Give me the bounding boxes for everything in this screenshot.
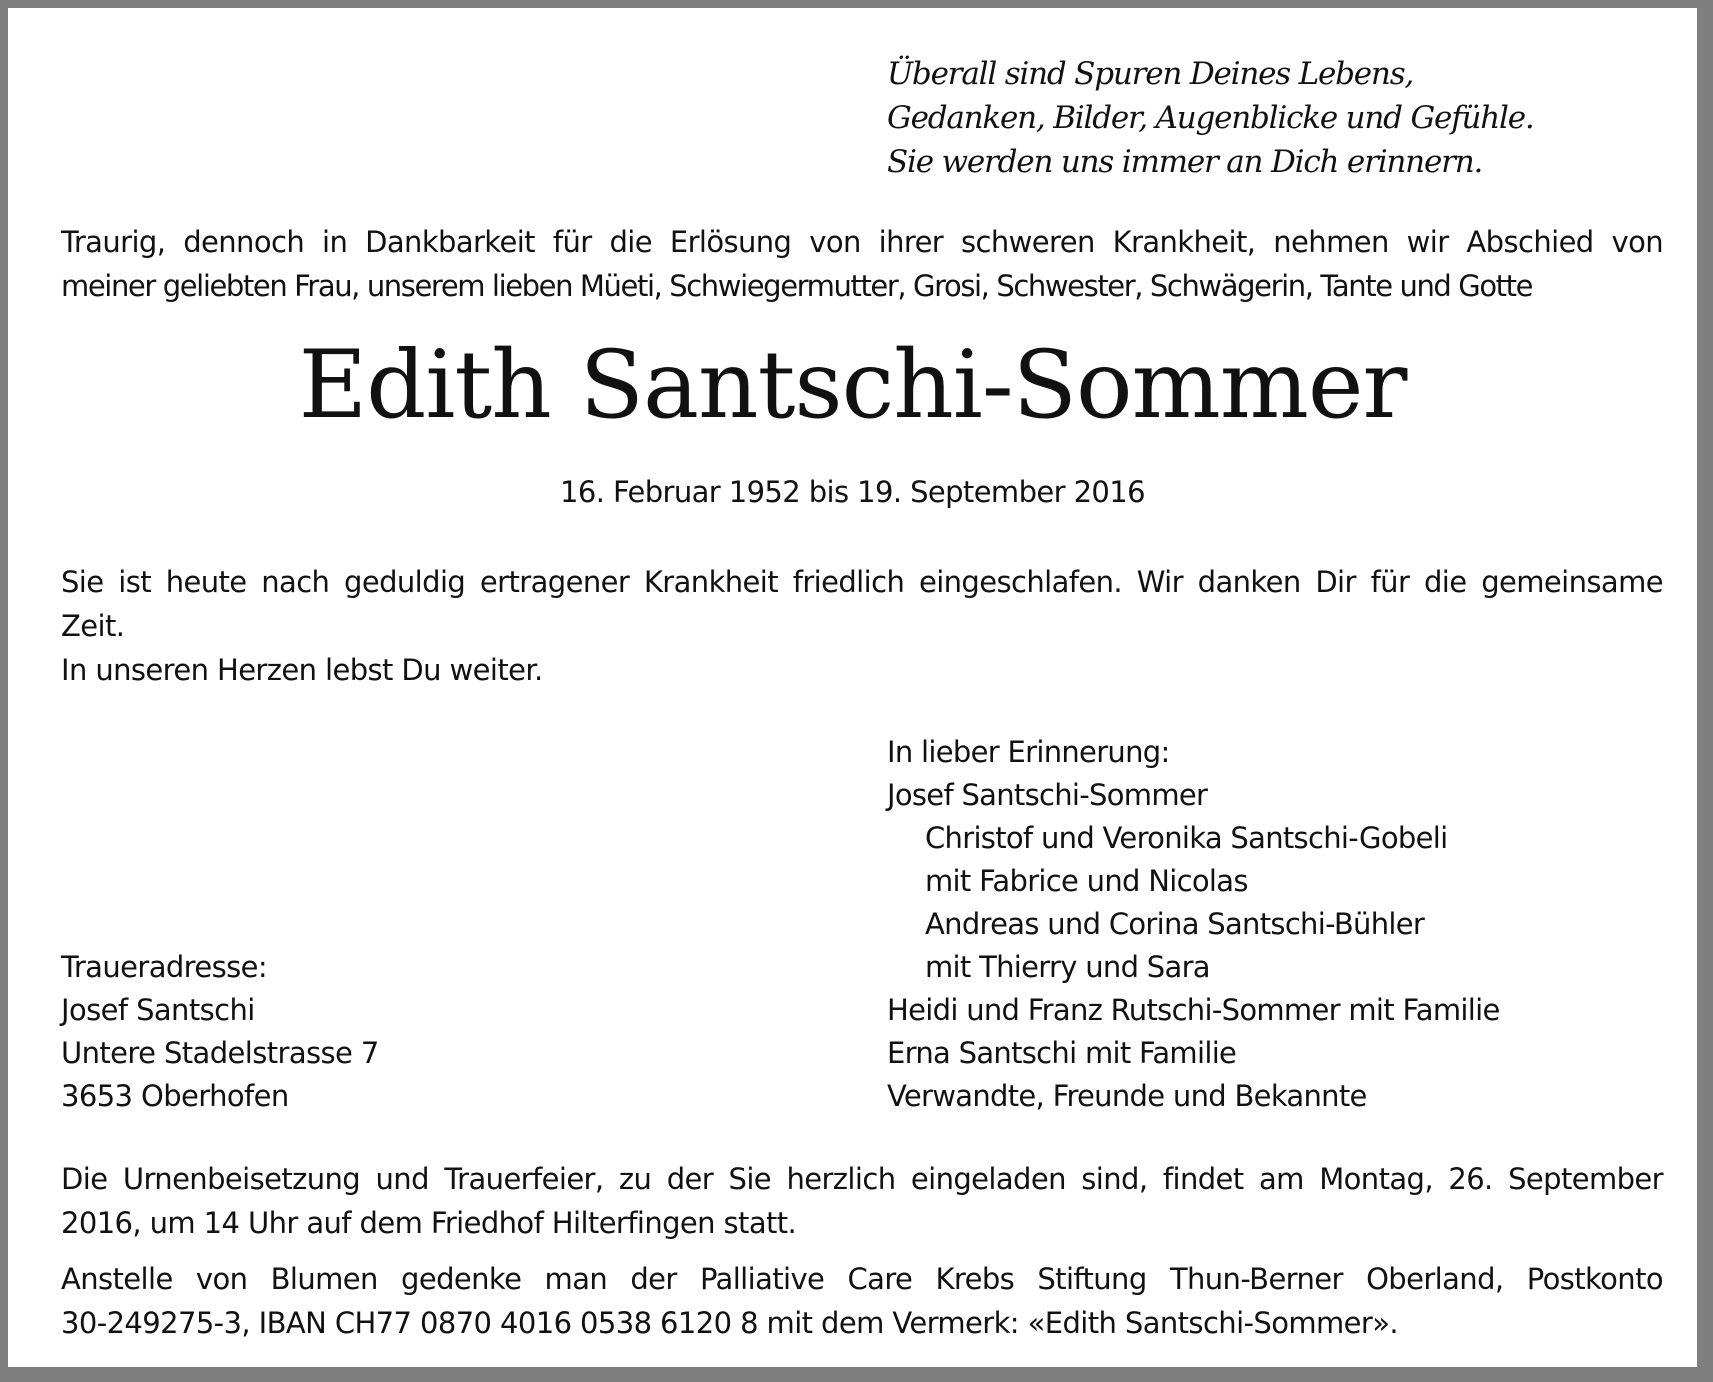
message-line: Sie ist heute nach geduldig ertragener Krankheit friedlich eingeschlafen. Wir danken Dir für die gemeinsame bbox=[61, 565, 1663, 599]
intro-line: Traurig, dennoch in Dankbarkeit für die Erlösung von ihrer schweren Krankheit, nehmen wir Abschied von bbox=[61, 225, 1663, 259]
address-city: 3653 Oberhofen bbox=[61, 1079, 289, 1113]
message-line: Zeit. bbox=[61, 609, 125, 643]
address-street: Untere Stadelstrasse 7 bbox=[61, 1036, 379, 1070]
mourner-line: mit Thierry und Sara bbox=[925, 950, 1210, 984]
mourners-list bbox=[887, 731, 1500, 1118]
donation-line: 30-249275-3, IBAN CH77 0870 4016 0538 6120 8 mit dem Vermerk: «Edith Santschi-Sommer». bbox=[61, 1306, 1398, 1340]
donation-line: Anstelle von Blumen gedenke man der Palliative Care Krebs Stiftung Thun-Berner Oberland, Postkonto bbox=[61, 1262, 1663, 1296]
mourner-line: Erna Santschi mit Familie bbox=[887, 1036, 1237, 1070]
mourner-line: Josef Santschi-Sommer bbox=[887, 778, 1208, 812]
life-dates: 16. Februar 1952 bis 19. September 2016 bbox=[560, 475, 1145, 509]
poem-line: Sie werden uns immer an Dich erinnern. bbox=[887, 144, 1483, 180]
ceremony-line: Die Urnenbeisetzung und Trauerfeier, zu der Sie herzlich eingeladen sind, findet am Montag, 26. September bbox=[61, 1162, 1663, 1196]
ceremony-paragraph bbox=[61, 1157, 1663, 1245]
mourner-line: Verwandte, Freunde und Bekannte bbox=[887, 1079, 1367, 1113]
ceremony-line: 2016, um 14 Uhr auf dem Friedhof Hilterfingen statt. bbox=[61, 1206, 797, 1240]
poem-line: Gedanken, Bilder, Augenblicke und Gefühle. bbox=[887, 100, 1534, 136]
message-line: In unseren Herzen lebst Du weiter. bbox=[61, 653, 543, 687]
mourner-line: Christof und Veronika Santschi-Gobeli bbox=[925, 821, 1448, 855]
poem-line: Überall sind Spuren Deines Lebens, bbox=[887, 56, 1414, 92]
memorial-poem bbox=[887, 52, 1534, 184]
message-paragraph bbox=[61, 560, 1663, 692]
deceased-name: Edith Santschi-Sommer bbox=[298, 331, 1407, 440]
mourners-heading: In lieber Erinnerung: bbox=[887, 735, 1170, 769]
mourning-address bbox=[61, 946, 379, 1118]
address-name: Josef Santschi bbox=[61, 993, 255, 1027]
mourner-line: Andreas und Corina Santschi-Bühler bbox=[925, 907, 1425, 941]
donation-paragraph bbox=[61, 1257, 1663, 1345]
address-label: Traueradresse: bbox=[61, 950, 268, 984]
mourner-line: Heidi und Franz Rutschi-Sommer mit Familie bbox=[887, 993, 1500, 1027]
mourner-line: mit Fabrice und Nicolas bbox=[925, 864, 1248, 898]
intro-line: meiner geliebten Frau, unserem lieben Müeti, Schwiegermutter, Grosi, Schwester, Schwägerin, Tante und Gotte bbox=[61, 269, 1533, 303]
obituary-notice bbox=[8, 8, 1697, 1367]
intro-paragraph bbox=[61, 220, 1663, 308]
